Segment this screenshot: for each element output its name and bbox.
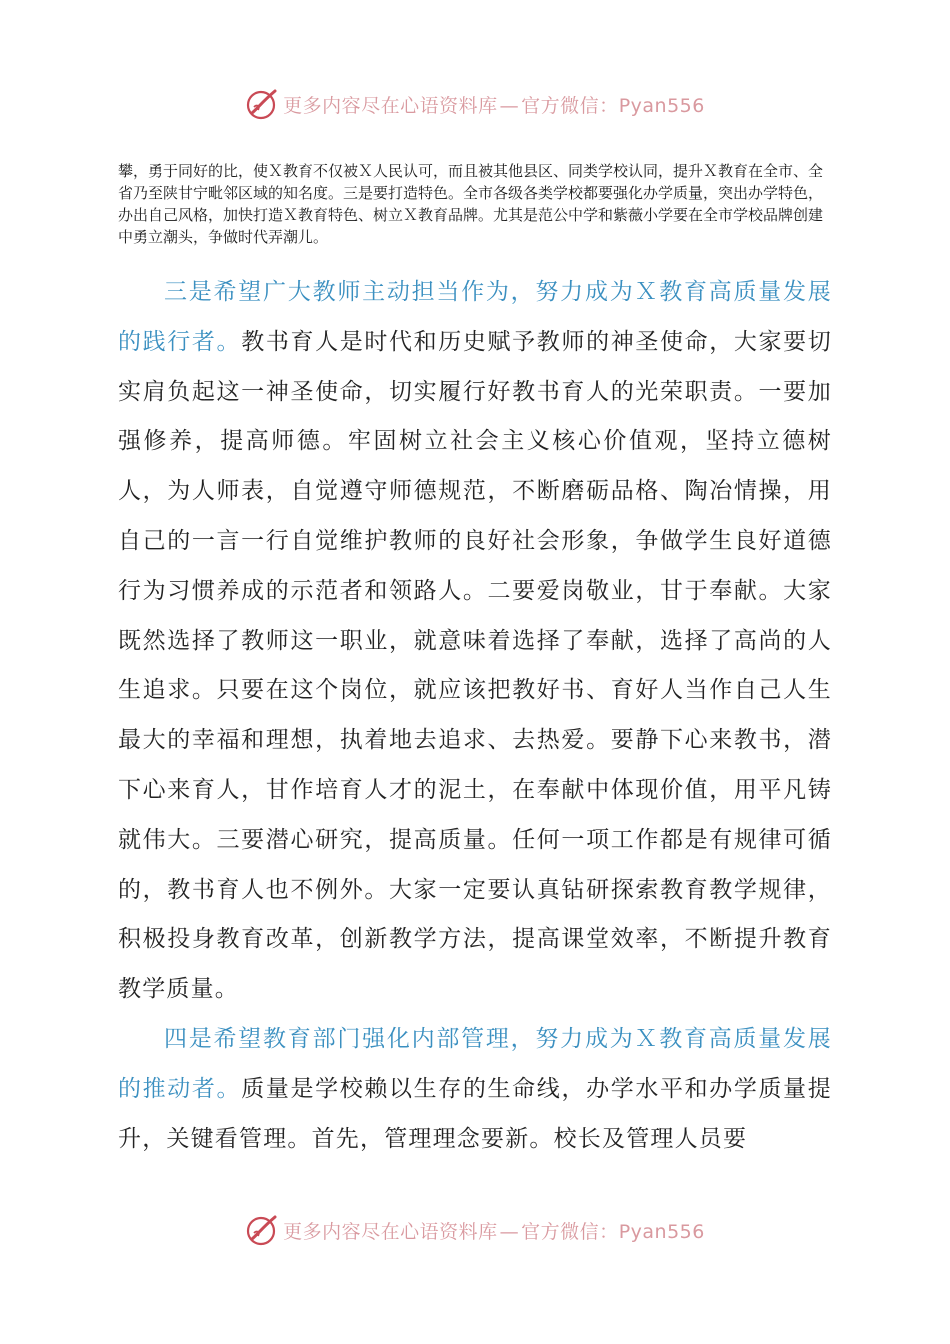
pen-logo-icon (245, 1213, 279, 1247)
section-body: 质量是学校赖以生存的生命线，办学水平和办学质量提升，关键看管理。首先，管理理念要新。校长及管理人员要 (118, 1075, 832, 1152)
section-heading: 四是希望教育部门强化内部管理，努力成为Ｘ教育高质量发展的推动者。 (118, 1025, 832, 1102)
watermark-text: 更多内容尽在心语资料库 — 官方微信：Pyan556 (283, 94, 705, 117)
dense-text: 攀，勇于同好的比，使Ｘ教育不仅被Ｘ人民认可，而且被其他县区、同类学校认同，提升Ｘ教育在全市、全省乃至陕甘宁毗邻区域的知名度。三是要打造特色。全市各级各类学校都要强化办学质量，突出办学特色，办出自己风格，加快打造Ｘ教育特色、树立Ｘ教育品牌。尤其是范公中学和紫薇小学要在全市学校品牌创建中勇立潮头，争做时代弄潮儿。 (118, 162, 824, 246)
document-body (118, 268, 832, 1164)
section-paragraph (118, 268, 832, 1015)
watermark-header (0, 84, 950, 124)
section-paragraph (118, 1015, 832, 1164)
pen-logo-icon (245, 87, 279, 121)
watermark-footer (0, 1210, 950, 1250)
section-heading: 三是希望广大教师主动担当作为，努力成为Ｘ教育高质量发展的践行者。 (118, 279, 832, 355)
section-body: 教书育人是时代和历史赋予教师的神圣使命，大家要切实肩负起这一神圣使命，切实履行好教书育人的光荣职责。一要加强修养，提高师德。牢固树立社会主义核心价值观，坚持立德树人，为人师表，自觉遵守师德规范，不断磨砺品格、陶冶情操，用自己的一言一行自觉维护教师的良好社会形象，争做学生良好道德行为习惯养成的示范者和领路人。二要爱岗敬业，甘于奉献。大家既然选择了教师这一职业，就意味着选择了奉献，选择了高尚的人生追求。只要在这个岗位，就应该把教好书、育好人当作自己人生最大的幸福和理想，执着地去追求、去热爱。要静下心来教书，潜下心来育人，甘作培育人才的泥土，在奉献中体现价值，用平凡铸就伟大。三要潜心研究，提高质量。任何一项工作都是有规律可循的，教书育人也不例外。大家一定要认真钻研探索教育教学规律，积极投身教育改革，创新教学方法，提高课堂效率，不断提升教育教学质量。 (118, 328, 832, 1003)
continued-paragraph (118, 160, 832, 248)
watermark-text: 更多内容尽在心语资料库 — 官方微信：Pyan556 (283, 1220, 705, 1243)
